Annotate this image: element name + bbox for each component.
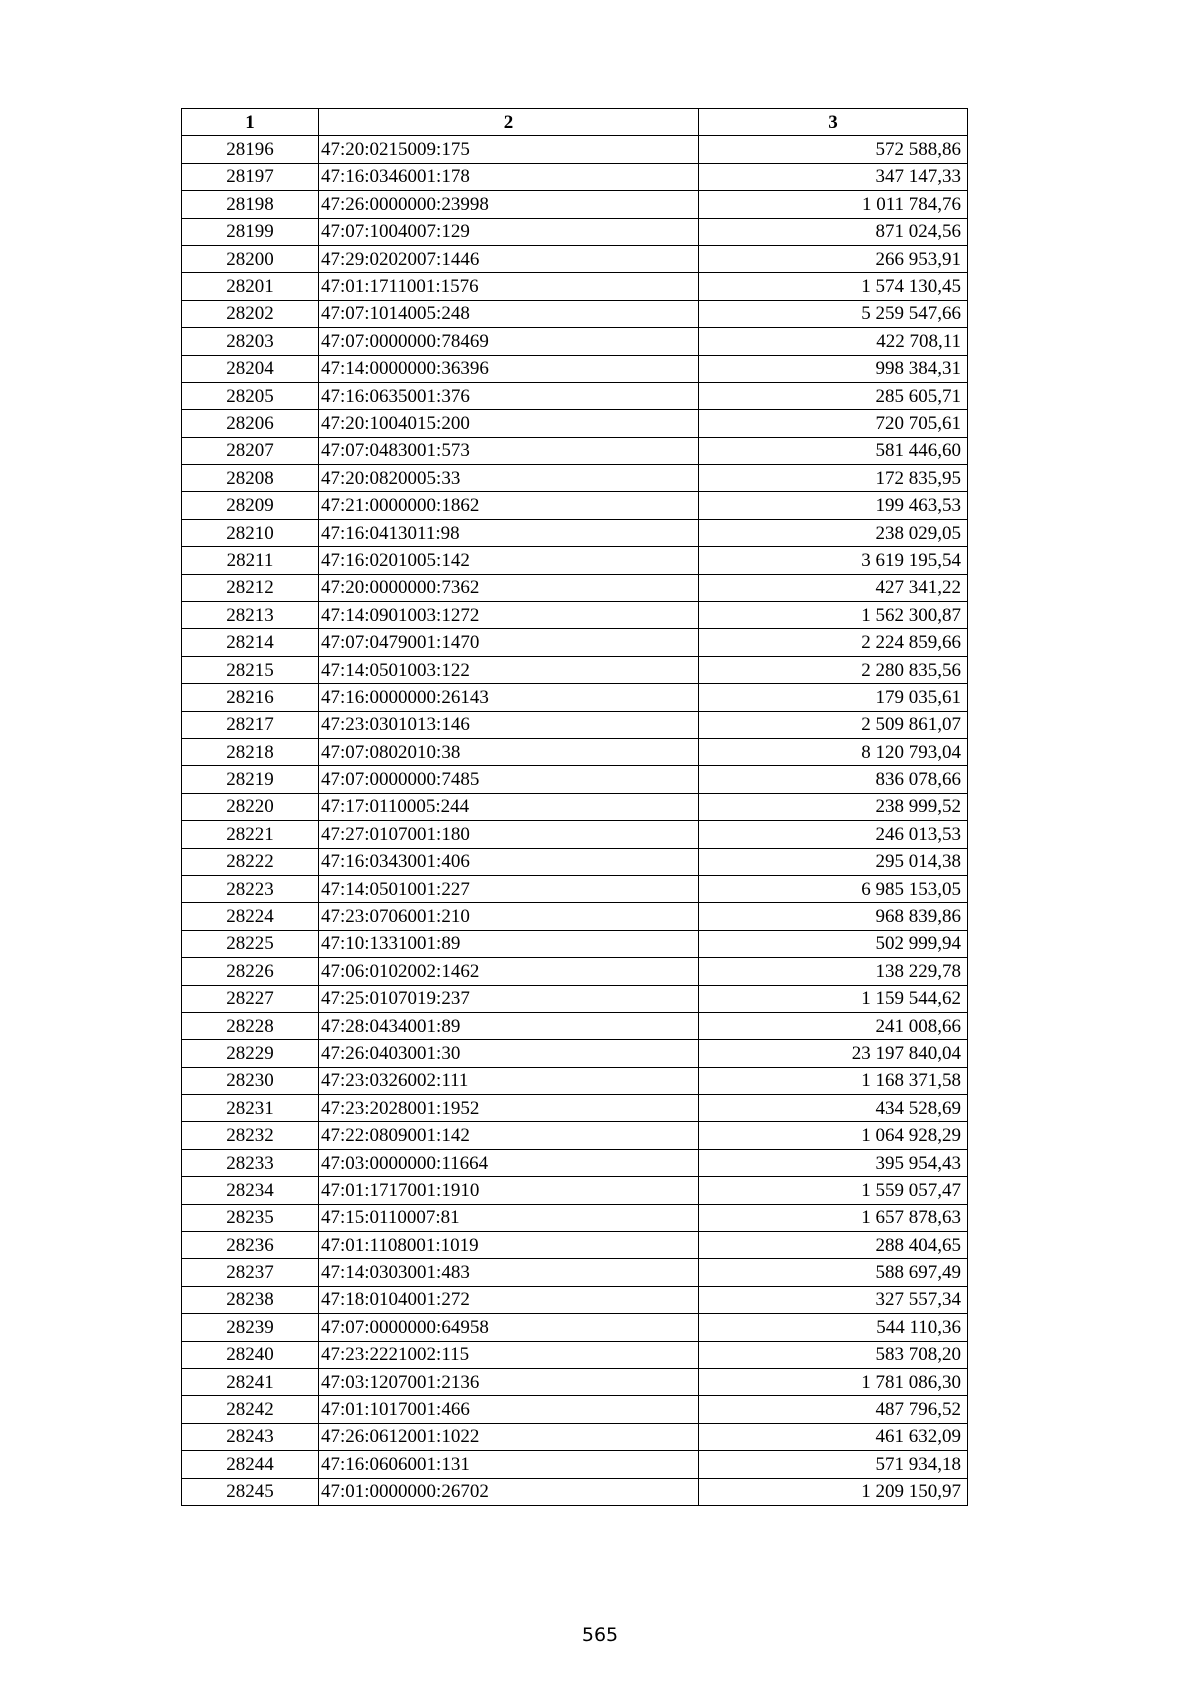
table-row [182, 738, 968, 765]
table-row [182, 328, 968, 355]
table-row [182, 136, 968, 163]
row-number-cell: 28218 [182, 738, 319, 765]
table-row [182, 547, 968, 574]
value-cell: 1 781 086,30 [699, 1368, 968, 1395]
row-number-cell: 28227 [182, 985, 319, 1012]
table-row [182, 465, 968, 492]
cadastral-number-cell: 47:23:2028001:1952 [319, 1095, 699, 1122]
value-cell: 6 985 153,05 [699, 875, 968, 902]
table-body [182, 136, 968, 1506]
cadastral-number-cell: 47:20:0215009:175 [319, 136, 699, 163]
cadastral-number-cell: 47:20:1004015:200 [319, 410, 699, 437]
row-number-cell: 28223 [182, 875, 319, 902]
row-number-cell: 28229 [182, 1040, 319, 1067]
cadastral-number-cell: 47:26:0403001:30 [319, 1040, 699, 1067]
table-row [182, 492, 968, 519]
value-cell: 1 559 057,47 [699, 1177, 968, 1204]
table-row [182, 382, 968, 409]
value-cell: 2 224 859,66 [699, 629, 968, 656]
value-cell: 238 999,52 [699, 793, 968, 820]
value-cell: 266 953,91 [699, 245, 968, 272]
value-cell: 588 697,49 [699, 1259, 968, 1286]
cadastral-number-cell: 47:16:0346001:178 [319, 163, 699, 190]
value-cell: 3 619 195,54 [699, 547, 968, 574]
cadastral-number-cell: 47:22:0809001:142 [319, 1122, 699, 1149]
table-row [182, 1451, 968, 1478]
row-number-cell: 28217 [182, 711, 319, 738]
table-row [182, 1423, 968, 1450]
table-row [182, 793, 968, 820]
cadastral-number-cell: 47:01:1108001:1019 [319, 1232, 699, 1259]
table-row [182, 1067, 968, 1094]
row-number-cell: 28238 [182, 1286, 319, 1313]
cadastral-number-cell: 47:20:0000000:7362 [319, 574, 699, 601]
row-number-cell: 28226 [182, 958, 319, 985]
cadastral-number-cell: 47:16:0606001:131 [319, 1451, 699, 1478]
row-number-cell: 28210 [182, 519, 319, 546]
table-row [182, 1396, 968, 1423]
cadastral-number-cell: 47:23:2221002:115 [319, 1341, 699, 1368]
table-header [182, 109, 968, 136]
row-number-cell: 28220 [182, 793, 319, 820]
cadastral-number-cell: 47:27:0107001:180 [319, 821, 699, 848]
cadastral-number-cell: 47:16:0635001:376 [319, 382, 699, 409]
cadastral-number-cell: 47:01:0000000:26702 [319, 1478, 699, 1505]
table-row [182, 191, 968, 218]
row-number-cell: 28201 [182, 273, 319, 300]
row-number-cell: 28239 [182, 1314, 319, 1341]
row-number-cell: 28240 [182, 1341, 319, 1368]
row-number-cell: 28215 [182, 656, 319, 683]
cadastral-number-cell: 47:26:0000000:23998 [319, 191, 699, 218]
value-cell: 1 562 300,87 [699, 602, 968, 629]
row-number-cell: 28211 [182, 547, 319, 574]
value-cell: 347 147,33 [699, 163, 968, 190]
cadastral-number-cell: 47:07:0000000:64958 [319, 1314, 699, 1341]
table-row [182, 875, 968, 902]
cadastral-number-cell: 47:01:1017001:466 [319, 1396, 699, 1423]
value-cell: 285 605,71 [699, 382, 968, 409]
table-row [182, 766, 968, 793]
table-row [182, 903, 968, 930]
cadastral-number-cell: 47:10:1331001:89 [319, 930, 699, 957]
cadastral-number-cell: 47:16:0413011:98 [319, 519, 699, 546]
row-number-cell: 28207 [182, 437, 319, 464]
row-number-cell: 28198 [182, 191, 319, 218]
cadastral-number-cell: 47:07:0802010:38 [319, 738, 699, 765]
cadastral-number-cell: 47:18:0104001:272 [319, 1286, 699, 1313]
cadastral-number-cell: 47:23:0706001:210 [319, 903, 699, 930]
row-number-cell: 28221 [182, 821, 319, 848]
row-number-cell: 28197 [182, 163, 319, 190]
cadastral-number-cell: 47:16:0343001:406 [319, 848, 699, 875]
value-cell: 968 839,86 [699, 903, 968, 930]
cadastral-number-cell: 47:14:0501001:227 [319, 875, 699, 902]
cadastral-number-cell: 47:07:0483001:573 [319, 437, 699, 464]
cadastral-number-cell: 47:07:0000000:7485 [319, 766, 699, 793]
cadastral-number-cell: 47:15:0110007:81 [319, 1204, 699, 1231]
row-number-cell: 28241 [182, 1368, 319, 1395]
value-cell: 572 588,86 [699, 136, 968, 163]
table-row [182, 273, 968, 300]
cadastral-number-cell: 47:14:0303001:483 [319, 1259, 699, 1286]
table-row [182, 985, 968, 1012]
table-row [182, 1040, 968, 1067]
cadastral-number-cell: 47:16:0000000:26143 [319, 684, 699, 711]
cadastral-number-cell: 47:23:0326002:111 [319, 1067, 699, 1094]
value-cell: 1 209 150,97 [699, 1478, 968, 1505]
cadastral-number-cell: 47:21:0000000:1862 [319, 492, 699, 519]
column-header-1: 1 [182, 109, 319, 136]
cadastral-number-cell: 47:23:0301013:146 [319, 711, 699, 738]
table-row [182, 519, 968, 546]
value-cell: 327 557,34 [699, 1286, 968, 1313]
value-cell: 23 197 840,04 [699, 1040, 968, 1067]
row-number-cell: 28212 [182, 574, 319, 601]
row-number-cell: 28214 [182, 629, 319, 656]
table-row [182, 1095, 968, 1122]
table-row [182, 684, 968, 711]
value-cell: 571 934,18 [699, 1451, 968, 1478]
table-row [182, 1149, 968, 1176]
table-row [182, 711, 968, 738]
table-row [182, 1204, 968, 1231]
cadastral-number-cell: 47:14:0901003:1272 [319, 602, 699, 629]
value-cell: 238 029,05 [699, 519, 968, 546]
table-row [182, 1286, 968, 1313]
value-cell: 581 446,60 [699, 437, 968, 464]
table-row [182, 1259, 968, 1286]
table-row [182, 848, 968, 875]
table-row [182, 410, 968, 437]
row-number-cell: 28245 [182, 1478, 319, 1505]
cadastral-number-cell: 47:07:0000000:78469 [319, 328, 699, 355]
table-row [182, 930, 968, 957]
column-header-2: 2 [319, 109, 699, 136]
row-number-cell: 28222 [182, 848, 319, 875]
value-cell: 487 796,52 [699, 1396, 968, 1423]
value-cell: 2 280 835,56 [699, 656, 968, 683]
row-number-cell: 28205 [182, 382, 319, 409]
data-table [181, 108, 968, 1506]
value-cell: 427 341,22 [699, 574, 968, 601]
row-number-cell: 28202 [182, 300, 319, 327]
page-number: 565 [581, 1624, 619, 1646]
row-number-cell: 28225 [182, 930, 319, 957]
value-cell: 1 159 544,62 [699, 985, 968, 1012]
row-number-cell: 28244 [182, 1451, 319, 1478]
table-row [182, 355, 968, 382]
cadastral-number-cell: 47:20:0820005:33 [319, 465, 699, 492]
value-cell: 434 528,69 [699, 1095, 968, 1122]
cadastral-number-cell: 47:01:1711001:1576 [319, 273, 699, 300]
cadastral-number-cell: 47:06:0102002:1462 [319, 958, 699, 985]
cadastral-number-cell: 47:03:0000000:11664 [319, 1149, 699, 1176]
row-number-cell: 28228 [182, 1012, 319, 1039]
header-row [182, 109, 968, 136]
value-cell: 138 229,78 [699, 958, 968, 985]
row-number-cell: 28243 [182, 1423, 319, 1450]
row-number-cell: 28204 [182, 355, 319, 382]
row-number-cell: 28232 [182, 1122, 319, 1149]
value-cell: 2 509 861,07 [699, 711, 968, 738]
table-row [182, 245, 968, 272]
value-cell: 5 259 547,66 [699, 300, 968, 327]
value-cell: 288 404,65 [699, 1232, 968, 1259]
cadastral-number-cell: 47:25:0107019:237 [319, 985, 699, 1012]
row-number-cell: 28231 [182, 1095, 319, 1122]
value-cell: 720 705,61 [699, 410, 968, 437]
value-cell: 871 024,56 [699, 218, 968, 245]
value-cell: 1 574 130,45 [699, 273, 968, 300]
value-cell: 199 463,53 [699, 492, 968, 519]
table-row [182, 602, 968, 629]
cadastral-number-cell: 47:14:0501003:122 [319, 656, 699, 683]
value-cell: 295 014,38 [699, 848, 968, 875]
value-cell: 395 954,43 [699, 1149, 968, 1176]
value-cell: 544 110,36 [699, 1314, 968, 1341]
table-row [182, 629, 968, 656]
table-row [182, 821, 968, 848]
table-row [182, 1177, 968, 1204]
value-cell: 1 011 784,76 [699, 191, 968, 218]
row-number-cell: 28200 [182, 245, 319, 272]
cadastral-number-cell: 47:14:0000000:36396 [319, 355, 699, 382]
value-cell: 998 384,31 [699, 355, 968, 382]
row-number-cell: 28199 [182, 218, 319, 245]
row-number-cell: 28216 [182, 684, 319, 711]
row-number-cell: 28196 [182, 136, 319, 163]
table-row [182, 1122, 968, 1149]
table-row [182, 958, 968, 985]
value-cell: 836 078,66 [699, 766, 968, 793]
value-cell: 422 708,11 [699, 328, 968, 355]
column-header-3: 3 [699, 109, 968, 136]
row-number-cell: 28213 [182, 602, 319, 629]
row-number-cell: 28233 [182, 1149, 319, 1176]
table-row [182, 1012, 968, 1039]
cadastral-number-cell: 47:07:1004007:129 [319, 218, 699, 245]
row-number-cell: 28219 [182, 766, 319, 793]
value-cell: 172 835,95 [699, 465, 968, 492]
row-number-cell: 28234 [182, 1177, 319, 1204]
table-row [182, 1368, 968, 1395]
table-row [182, 163, 968, 190]
value-cell: 246 013,53 [699, 821, 968, 848]
row-number-cell: 28242 [182, 1396, 319, 1423]
value-cell: 1 168 371,58 [699, 1067, 968, 1094]
row-number-cell: 28203 [182, 328, 319, 355]
value-cell: 8 120 793,04 [699, 738, 968, 765]
row-number-cell: 28236 [182, 1232, 319, 1259]
row-number-cell: 28224 [182, 903, 319, 930]
cadastral-number-cell: 47:07:0479001:1470 [319, 629, 699, 656]
table-row [182, 656, 968, 683]
value-cell: 1 657 878,63 [699, 1204, 968, 1231]
cadastral-number-cell: 47:17:0110005:244 [319, 793, 699, 820]
row-number-cell: 28206 [182, 410, 319, 437]
cadastral-number-cell: 47:16:0201005:142 [319, 547, 699, 574]
row-number-cell: 28209 [182, 492, 319, 519]
table-row [182, 1314, 968, 1341]
cadastral-number-cell: 47:26:0612001:1022 [319, 1423, 699, 1450]
row-number-cell: 28235 [182, 1204, 319, 1231]
table-row [182, 218, 968, 245]
table-row [182, 1478, 968, 1505]
table-row [182, 1341, 968, 1368]
row-number-cell: 28208 [182, 465, 319, 492]
value-cell: 461 632,09 [699, 1423, 968, 1450]
cadastral-number-cell: 47:29:0202007:1446 [319, 245, 699, 272]
value-cell: 583 708,20 [699, 1341, 968, 1368]
table-row [182, 1232, 968, 1259]
cadastral-number-cell: 47:28:0434001:89 [319, 1012, 699, 1039]
cadastral-number-cell: 47:01:1717001:1910 [319, 1177, 699, 1204]
value-cell: 179 035,61 [699, 684, 968, 711]
table-row [182, 574, 968, 601]
row-number-cell: 28237 [182, 1259, 319, 1286]
value-cell: 241 008,66 [699, 1012, 968, 1039]
table-row [182, 300, 968, 327]
value-cell: 1 064 928,29 [699, 1122, 968, 1149]
value-cell: 502 999,94 [699, 930, 968, 957]
row-number-cell: 28230 [182, 1067, 319, 1094]
cadastral-number-cell: 47:07:1014005:248 [319, 300, 699, 327]
table-row [182, 437, 968, 464]
cadastral-number-cell: 47:03:1207001:2136 [319, 1368, 699, 1395]
